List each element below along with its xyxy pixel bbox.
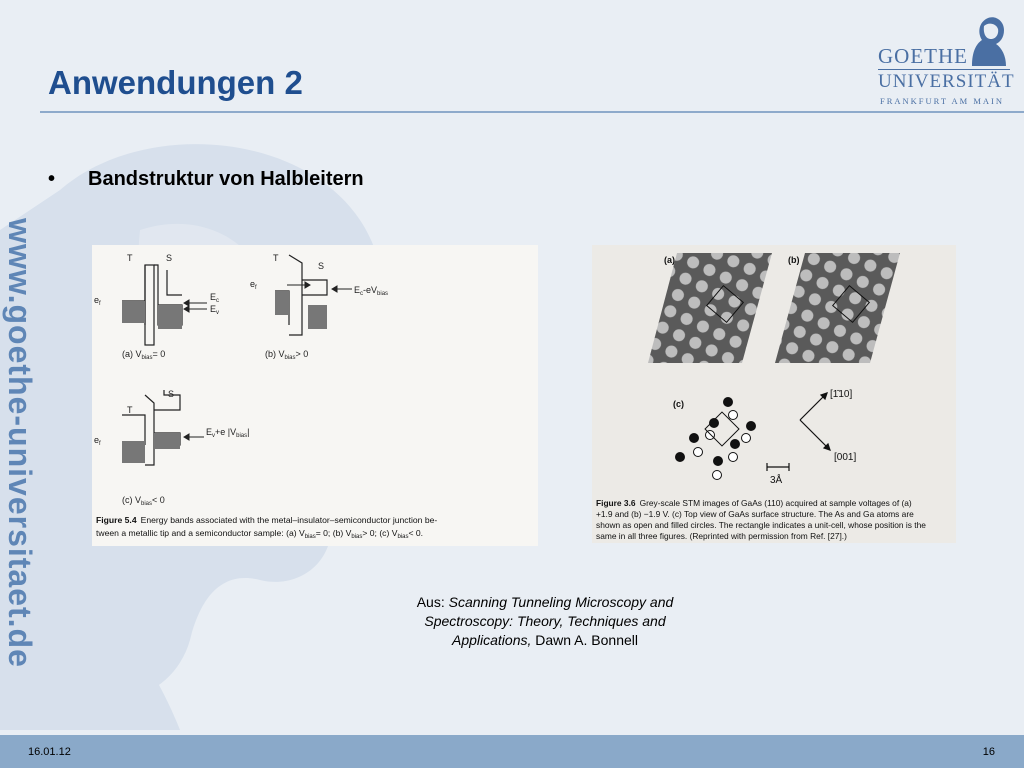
stm-images-svg: [592, 245, 956, 543]
footer-date: 16.01.12: [28, 746, 71, 758]
label-T-c: T: [127, 405, 133, 415]
title-divider: [40, 111, 1024, 113]
label-S-b: S: [318, 261, 325, 271]
direction-1-10: [1̄10]: [830, 389, 853, 400]
goethe-university-logo: [870, 14, 1015, 106]
source-citation: [385, 593, 705, 650]
label-S-c: S: [168, 389, 175, 399]
label-T-b: T: [273, 253, 279, 263]
slide-title: Anwendungen 2: [48, 64, 303, 101]
label-ef-a: $e_f$: [94, 295, 101, 307]
label-Ev-a: $E_v$: [210, 304, 220, 316]
footer-bar: [0, 735, 1024, 768]
logo-universitaet: UNIVERSITÄT: [878, 71, 1015, 92]
fig36-caption-line3: shown as open and filled circles. The rectangle indicates a unit-cell, whose position is the: [596, 520, 926, 530]
bullet-symbol: •: [48, 168, 56, 190]
panel-b-label: (b) $V_{bias}> 0$: [265, 349, 309, 361]
citation-author: Dawn A. Bonnell: [531, 632, 638, 648]
logo-goethe: GOETHE: [878, 44, 968, 68]
label-c: (c): [673, 399, 684, 409]
panel-c-label: (c) $V_{bias}< 0$: [122, 495, 165, 507]
vertical-website-url: www.goethe-universitaet.de: [2, 218, 38, 668]
label-S-a: S: [166, 253, 173, 263]
scale-bar-label: 3Å: [770, 475, 783, 486]
goethe-portrait-icon: [966, 14, 1010, 68]
logo-frankfurt: FRANKFURT AM MAIN: [880, 96, 1005, 106]
band-diagrams-svg: [92, 245, 538, 546]
citation-prefix: Aus:: [416, 594, 449, 610]
fig36-caption-line1: Figure 3.6 Grey-scale STM images of GaAs (110) acquired at sample voltages of (a): [596, 498, 912, 508]
band-structure-figure: [92, 245, 538, 546]
fig36-caption-line4: same in all three figures. (Reprinted with permission from Ref. [27].): [596, 531, 847, 541]
stm-image-b: [775, 253, 900, 363]
stm-image-figure: [592, 245, 956, 543]
fig36-caption-line2: +1.9 and (b) −1.9 V. (c) Top view of GaAs surface structure. The As and Ga atoms are: [596, 509, 914, 519]
label-Ec-bias-b: $E_c-eV_{bias}$: [354, 285, 389, 297]
bullet-text: Bandstruktur von Halbleitern: [88, 168, 364, 190]
label-ef-c: $e_f$: [94, 435, 101, 447]
logo-rule: [878, 69, 1010, 70]
fig54-caption-line1: Figure 5.4 Energy bands associated with the metal–insulator–semiconductor junction be-: [96, 515, 438, 525]
citation-book-title: Scanning Tunneling Microscopy and Spectroscopy: Theory, Techniques and Applications,: [424, 594, 674, 648]
fig54-caption-line2: tween a metallic tip and a semiconductor sample: (a) $V_{bias}= 0$; (b) $V_{bias}> 0$; (c) $V_{bias}< 0$.: [96, 528, 424, 540]
label-Ec-a: $E_c$: [210, 292, 220, 304]
page-number: 16: [982, 746, 995, 758]
label-b: (b): [788, 255, 800, 265]
direction-001: [001]: [834, 452, 857, 463]
label-Ev-bias-c: $E_v+e$ $|V_{bias}|$: [206, 427, 250, 439]
panel-a-label: (a) $V_{bias}= 0$: [122, 349, 166, 361]
gaas-atoms: [676, 398, 756, 480]
label-a: (a): [664, 255, 675, 265]
label-T-a: T: [127, 253, 133, 263]
label-ef-b: $e_f$: [250, 279, 257, 291]
